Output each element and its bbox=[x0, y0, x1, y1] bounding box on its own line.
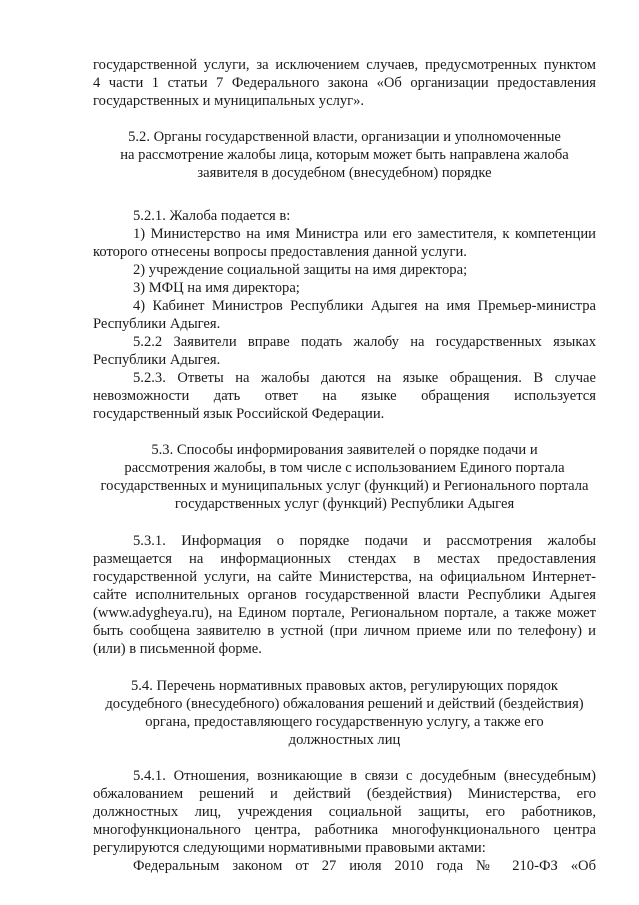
section-heading: 5.4. Перечень нормативных правовых актов, регулирующих порядок bbox=[130, 678, 559, 694]
section-heading: рассмотрения жалобы, в том числе с использованием Единого портала bbox=[124, 460, 565, 476]
paragraph-line: государственных и муниципальных услуг». bbox=[93, 93, 365, 109]
section-heading: 5.2. Органы государственной власти, организации и уполномоченные bbox=[128, 129, 561, 145]
section-heading: органа, предоставляющего государственную услугу, а также его bbox=[145, 714, 544, 730]
paragraph-line: обжалованием решений и действий (бездействия) Министерства, его bbox=[93, 786, 596, 802]
section-heading: 5.3. Способы информирования заявителей о порядке подачи и bbox=[151, 442, 538, 458]
paragraph-line: быть сообщена заявителю в устной (при личном приеме или по телефону) и bbox=[93, 623, 596, 639]
paragraph-line: размещается на информационных стендах в местах предоставления bbox=[93, 551, 596, 567]
paragraph-line: 5.2.3. Ответы на жалобы даются на языке обращения. В случае bbox=[133, 370, 596, 386]
paragraph-line: Республики Адыгея. bbox=[93, 316, 221, 332]
paragraph-line: 5.2.2 Заявители вправе подать жалобу на государственных языках bbox=[133, 334, 596, 350]
paragraph-line: государственный язык Российской Федерации. bbox=[93, 406, 385, 422]
paragraph-line: (www.adygheya.ru), на Едином портале, Региональном портале, а также может bbox=[93, 605, 596, 621]
paragraph-line: 5.3.1. Информация о порядке подачи и рассмотрения жалобы bbox=[133, 533, 596, 549]
section-heading: заявителя в досудебном (внесудебном) порядке bbox=[197, 165, 492, 181]
paragraph-line: Федеральным законом от 27 июля 2010 года № 210-ФЗ «Об bbox=[133, 858, 596, 874]
paragraph-line: 4 части 1 статьи 7 Федерального закона «Об организации предоставления bbox=[93, 75, 596, 91]
paragraph-line: многофункционального центра, работника многофункционального центра bbox=[93, 822, 596, 838]
paragraph-line: Республики Адыгея. bbox=[93, 352, 221, 368]
paragraph-line: 2) учреждение социальной защиты на имя директора; bbox=[133, 262, 468, 278]
paragraph-line: 1) Министерство на имя Министра или его заместителя, к компетенции bbox=[133, 226, 596, 242]
paragraph-line: сайте исполнительных органов государственной власти Республики Адыгея bbox=[93, 587, 596, 603]
paragraph-line: которого отнесены вопросы предоставления данной услуги. bbox=[93, 244, 467, 260]
section-heading: на рассмотрение жалобы лица, которым может быть направлена жалоба bbox=[120, 147, 569, 163]
paragraph-line: регулируются следующими нормативными правовыми актами: bbox=[93, 840, 486, 856]
section-heading: государственных и муниципальных услуг (функций) и Регионального портала bbox=[100, 478, 589, 494]
paragraph-line: невозможности дать ответ на языке обращения используется bbox=[93, 388, 596, 404]
section-heading: должностных лиц bbox=[288, 732, 401, 748]
paragraph-line: 5.4.1. Отношения, возникающие в связи с досудебным (внесудебным) bbox=[133, 768, 596, 784]
paragraph-line: должностных лиц, учреждения социальной защиты, его работников, bbox=[93, 804, 596, 820]
paragraph-line: (или) в письменной форме. bbox=[93, 641, 262, 657]
paragraph-line: государственной услуги, за исключением случаев, предусмотренных пунктом bbox=[93, 57, 596, 73]
section-heading: досудебного (внесудебного) обжалования решений и действий (бездействия) bbox=[105, 696, 584, 712]
paragraph-line: 4) Кабинет Министров Республики Адыгея на имя Премьер-министра bbox=[133, 298, 596, 314]
paragraph-line: 5.2.1. Жалоба подается в: bbox=[133, 208, 291, 224]
paragraph-line: 3) МФЦ на имя директора; bbox=[133, 280, 300, 296]
section-heading: государственных услуг (функций) Республики Адыгея bbox=[174, 496, 515, 512]
paragraph-line: государственной услуги, на сайте Министерства, на официальном Интернет- bbox=[93, 569, 596, 585]
